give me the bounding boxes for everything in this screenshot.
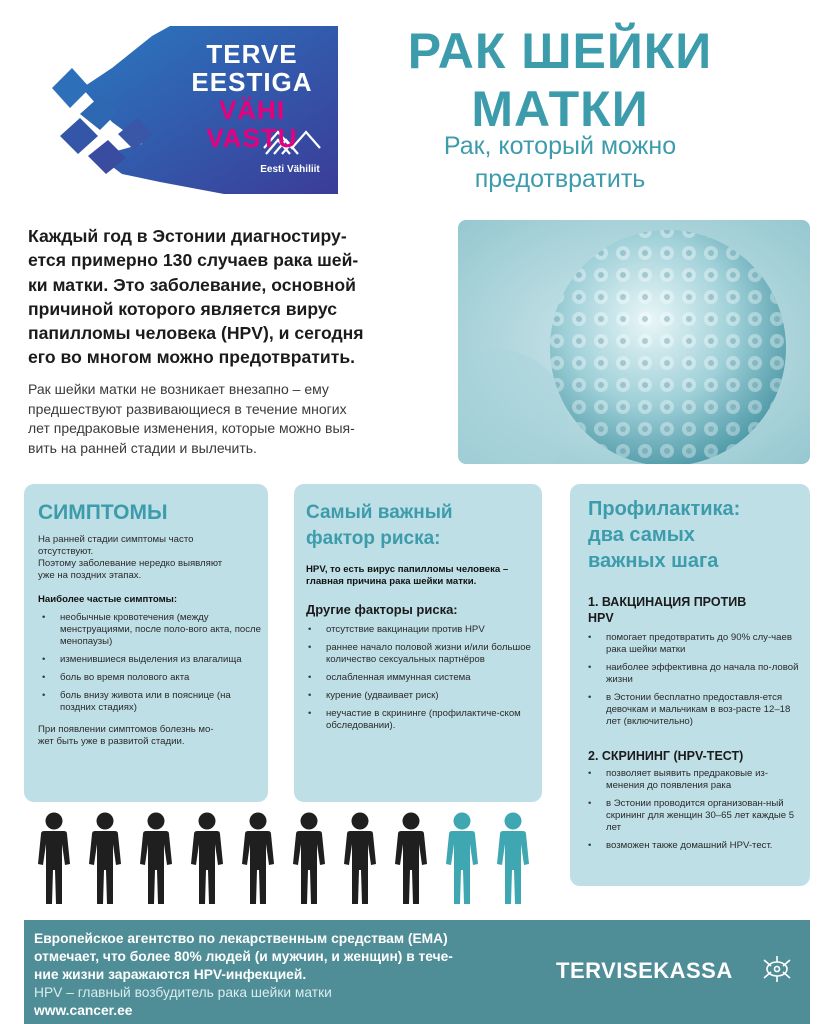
intro-line: вить на ранней стадии и вылечить.	[28, 439, 257, 456]
list-item: • раннее начало половой жизни и/или большое количество сексуальных партнёров	[304, 642, 538, 666]
risk-other-heading: Другие факторы риска:	[306, 602, 458, 617]
risk-list	[304, 624, 538, 738]
risk-lead-line-1: HPV, то есть вирус папилломы человека –	[306, 564, 509, 575]
intro-bold-line: причиной которого является вирус	[28, 298, 337, 319]
list-item: • курение (удваивает риск)	[304, 690, 538, 702]
list-item: • возможен также домашний HPV-тест.	[584, 840, 806, 852]
list-item: • наиболее эффективна до начала по-ловой жизни	[584, 662, 806, 686]
symptoms-outro	[38, 724, 264, 748]
list-item: • необычные кровотечения (между менструациями, после поло-вого акта, после менопаузы)	[38, 612, 262, 648]
symptoms-list-heading	[38, 594, 264, 606]
symptoms-outro-line: жет быть уже в развитой стадии.	[38, 736, 185, 747]
person-icon	[446, 813, 478, 905]
prevention-title	[588, 496, 740, 574]
vaccination-heading	[588, 594, 746, 626]
person-icon	[89, 813, 121, 905]
footer-line-1: Европейское агентство по лекарственным средствам (EMA)	[34, 931, 448, 946]
list-item: • в Эстонии проводится организован-ный скрининг для женщин 30–65 лет каждые 5 лет	[584, 798, 806, 834]
list-item: • неучастие в скрининге (профилактиче-ском обследовании).	[304, 708, 538, 732]
hpv-virus-illustration	[458, 220, 810, 464]
subtitle-line-1: Рак, который можно	[443, 132, 677, 160]
vaccination-heading-line-2: HPV	[588, 611, 614, 625]
intro-bold-line: его во многом можно предотвратить.	[28, 347, 356, 368]
page-title	[350, 22, 770, 138]
person-icon	[395, 813, 427, 905]
symptoms-intro-line: уже на поздних этапах.	[38, 570, 142, 581]
page-subtitle	[370, 130, 750, 196]
risk-factors-card	[294, 484, 542, 802]
screening-list	[584, 768, 806, 858]
footer-line-2: отмечает, что более 80% людей (и мужчин, и женщин) в тече-	[34, 949, 453, 964]
intro-line: предшествуют развивающиеся в течение многих	[28, 400, 347, 417]
person-icon	[497, 813, 529, 905]
risk-title-line-1: Самый важный	[306, 502, 453, 523]
symptoms-intro-line: Поэтому заболевание нередко выявляют	[38, 558, 223, 569]
symptoms-outro-line: При появлении симптомов болезнь мо-	[38, 724, 214, 735]
intro-bold-line: папилломы человека (HPV), и сегодня	[28, 323, 364, 344]
symptoms-title: СИМПТОМЫ	[38, 501, 168, 524]
list-item: • помогает предотвратить до 90% слу-чаев рака шейки матки	[584, 632, 806, 656]
logo-line-2: EESTIGA	[191, 67, 313, 97]
person-icon	[242, 813, 274, 905]
list-item: • ослабленная иммунная система	[304, 672, 538, 684]
intro-bold-paragraph	[28, 224, 428, 370]
title-line-2: МАТКИ	[471, 81, 649, 137]
intro-bold-line: ки матки. Это заболевание, основной	[28, 274, 356, 295]
symptoms-intro	[38, 534, 264, 582]
list-item: • в Эстонии бесплатно предоставля-ется девочкам и мальчикам в воз-расте 12–18 лет (включительно)	[584, 692, 806, 728]
logo-line-1: TERVE	[206, 39, 298, 69]
footer-url[interactable]: www.cancer.ee	[34, 1003, 133, 1018]
prevention-title-line-2: два самых	[588, 524, 695, 546]
person-icon	[191, 813, 223, 905]
prevention-title-line-3: важных шага	[588, 550, 719, 572]
list-item: • боль во время полового акта	[38, 672, 262, 684]
person-icon	[38, 813, 70, 905]
people-infographic	[28, 812, 548, 908]
intro-bold-line: Каждый год в Эстонии диагностиру-	[28, 226, 347, 246]
footer-line-3: ние жизни заражаются HPV-инфекцией.	[34, 967, 307, 982]
logo-org-name: Eesti Vähiliit	[260, 164, 320, 175]
list-item: • отсутствие вакцинации против HPV	[304, 624, 538, 636]
symptoms-list-heading-text: Наиболее частые симптомы:	[38, 594, 178, 605]
symptoms-intro-line: отсутствуют.	[38, 546, 94, 557]
intro-line: Рак шейки матки не возникает внезапно – ему	[28, 381, 329, 397]
vaccination-list	[584, 632, 806, 734]
risk-lead	[306, 564, 538, 588]
list-item: • изменившиеся выделения из влагалища	[38, 654, 262, 666]
prevention-title-line-1: Профилактика:	[588, 498, 741, 520]
virus-image	[458, 220, 810, 464]
risk-lead-line-2: главная причина рака шейки матки.	[306, 576, 477, 587]
list-item: • позволяет выявить предраковые из-менения до появления рака	[584, 768, 806, 792]
screening-heading: 2. СКРИНИНГ (HPV-ТЕСТ)	[588, 749, 744, 763]
subtitle-line-2: предотвратить	[474, 165, 646, 193]
intro-bold-line: ется примерно 130 случаев рака шей-	[28, 250, 359, 271]
person-icon	[140, 813, 172, 905]
person-icon	[293, 813, 325, 905]
symptoms-intro-line: На ранней стадии симптомы часто	[38, 534, 194, 545]
prevention-card	[570, 484, 810, 886]
symptoms-card	[24, 484, 268, 802]
tervisekassa-emblem-icon	[760, 954, 794, 984]
risk-title	[306, 500, 453, 552]
terve-eestiga-logo	[52, 26, 338, 194]
title-line-1: РАК ШЕЙКИ	[407, 23, 713, 79]
person-icon	[344, 813, 376, 905]
footer-text	[34, 930, 534, 1020]
list-item: • боль внизу живота или в пояснице (на поздних стадиях)	[38, 690, 262, 714]
symptoms-list	[38, 612, 262, 720]
risk-title-line-2: фактор риска:	[306, 528, 441, 549]
vaccination-heading-line-1: 1. ВАКЦИНАЦИЯ ПРОТИВ	[588, 595, 747, 609]
tervisekassa-logo: TERVISEKASSA	[556, 958, 733, 983]
logo-line-3: VÄHI VASTU	[206, 95, 298, 153]
intro-line: лет предраковые изменения, которые можно выя-	[28, 420, 355, 436]
footer-banner	[24, 920, 810, 1024]
footer-line-4: HPV – главный возбудитель рака шейки матки	[34, 985, 332, 1000]
intro-paragraph	[28, 380, 428, 458]
